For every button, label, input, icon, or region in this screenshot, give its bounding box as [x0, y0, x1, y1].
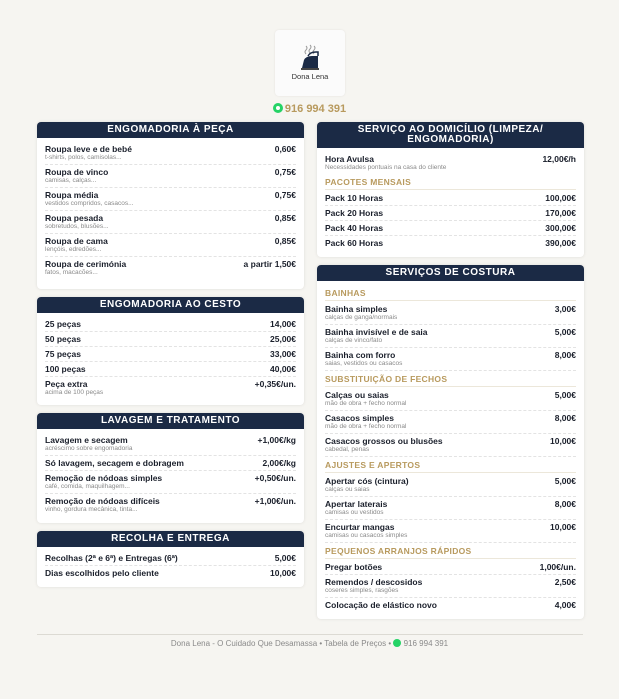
item-price: 300,00€	[545, 223, 576, 233]
group-title: PEQUENOS ARRANJOS RÁPIDOS	[325, 543, 576, 559]
price-row	[325, 575, 576, 598]
item-name: Remendos / descosidos	[325, 577, 423, 587]
price-list	[37, 547, 304, 580]
item-price: 3,00€	[554, 304, 576, 314]
price-row	[325, 411, 576, 434]
price-list	[37, 429, 304, 516]
item-name: Roupa leve e de bebé	[45, 144, 132, 154]
card-title: SERVIÇO AO DOMICÍLIO (LIMPEZA/ ENGOMADORIA)	[317, 122, 584, 148]
brand-name: Dona Lena	[291, 72, 329, 81]
price-row	[325, 236, 576, 250]
item-name: Roupa pesada	[45, 213, 104, 223]
item-price: 100,00€	[545, 193, 576, 203]
card-title: SERVIÇOS DE COSTURA	[317, 265, 584, 281]
item-price: 25,00€	[270, 334, 296, 344]
card-lavagem	[37, 413, 304, 523]
item-price: 5,00€	[554, 390, 576, 400]
brand-logo	[275, 30, 345, 96]
item-name: Bainha invisível e de saia	[325, 327, 428, 337]
item-name: Peça extra	[45, 379, 88, 389]
item-price: 390,00€	[545, 238, 576, 248]
item-price: 0,60€	[274, 144, 296, 154]
item-name: 25 peças	[45, 319, 81, 329]
item-name: Pack 20 Horas	[325, 208, 384, 218]
item-price: 4,00€	[554, 600, 576, 610]
price-row	[325, 388, 576, 411]
item-name: 100 peças	[45, 364, 86, 374]
item-desc: café, comida, maquilhagem...	[45, 483, 130, 490]
price-row	[325, 348, 576, 371]
price-row	[45, 165, 296, 188]
item-desc: sobretudos, blusões...	[45, 223, 109, 230]
item-desc: camisas ou casacos simples	[325, 532, 408, 539]
item-price: 5,00€	[274, 553, 296, 563]
item-desc: vinho, gordura mecânica, tinta...	[45, 506, 138, 513]
item-name: Roupa de vinco	[45, 167, 109, 177]
item-price: 33,00€	[270, 349, 296, 359]
price-list	[37, 138, 304, 279]
item-name: Pack 60 Horas	[325, 238, 384, 248]
item-desc: acima de 100 peças	[45, 389, 104, 396]
item-name: Remoção de nódoas simples	[45, 473, 163, 483]
phone-header[interactable]	[0, 103, 619, 115]
item-price: 5,00€	[554, 327, 576, 337]
item-name: Pack 10 Horas	[325, 193, 384, 203]
price-row	[45, 211, 296, 234]
whatsapp-icon	[273, 103, 283, 113]
price-row	[45, 234, 296, 257]
pack-list	[325, 191, 576, 250]
item-name: Roupa de cama	[45, 236, 108, 246]
item-price: 8,00€	[554, 350, 576, 360]
price-row	[325, 302, 576, 325]
card-costura	[317, 265, 584, 619]
item-name: Encurtar mangas	[325, 522, 395, 532]
item-price: 8,00€	[554, 499, 576, 509]
item-name: 75 peças	[45, 349, 81, 359]
phone-number: 916 994 391	[284, 103, 347, 115]
item-price: +1,00€/un.	[254, 496, 296, 506]
item-price: 40,00€	[270, 364, 296, 374]
item-desc: t-shirts, polos, camisolas...	[45, 154, 122, 161]
card-recolha	[37, 531, 304, 587]
item-name: Bainha simples	[325, 304, 388, 314]
item-desc: cabedal, penas	[325, 446, 370, 453]
group-title: AJUSTES E APERTOS	[325, 457, 576, 473]
price-row	[325, 520, 576, 543]
item-name: Calças ou saias	[325, 390, 389, 400]
price-row	[45, 566, 296, 580]
costura-groups	[317, 281, 584, 612]
item-price: 2,00€/kg	[262, 458, 296, 468]
item-name: Remoção de nódoas difíceis	[45, 496, 160, 506]
item-name: Colocação de elástico novo	[325, 600, 437, 610]
group-title: SUBSTITUIÇÃO DE FECHOS	[325, 371, 576, 387]
item-desc: saias, vestidos ou casacos	[325, 360, 403, 367]
price-row	[325, 191, 576, 206]
hour-list	[325, 152, 576, 174]
item-desc: lençóis, edredões...	[45, 246, 102, 253]
item-desc: coseres simples, rasgões	[325, 587, 399, 594]
price-row	[325, 206, 576, 221]
card-title: ENGOMADORIA AO CESTO	[37, 297, 304, 313]
item-name: Recolhas (2ª e 6ª) e Entregas (6ª)	[45, 553, 178, 563]
price-row	[45, 257, 296, 279]
price-row	[45, 471, 296, 494]
item-desc: fatos, macacões...	[45, 269, 98, 276]
item-price: 0,75€	[274, 190, 296, 200]
price-row	[325, 221, 576, 236]
price-row	[45, 188, 296, 211]
item-price: a partir 1,50€	[243, 259, 296, 269]
item-price: 2,50€	[554, 577, 576, 587]
card-title: LAVAGEM E TRATAMENTO	[37, 413, 304, 429]
footer-text: Dona Lena - O Cuidado Que Desamassa • Tabela de Preços •	[170, 639, 392, 648]
price-row	[45, 456, 296, 471]
price-row	[45, 362, 296, 377]
item-desc: vestidos compridos, casacos...	[45, 200, 134, 207]
item-name: Roupa média	[45, 190, 99, 200]
iron-icon	[298, 44, 322, 72]
item-name: Pregar botões	[325, 562, 383, 572]
price-row	[45, 332, 296, 347]
item-name: Dias escolhidos pelo cliente	[45, 568, 159, 578]
footer	[0, 639, 619, 648]
item-price: 8,00€	[554, 413, 576, 423]
price-row	[325, 560, 576, 575]
price-row	[325, 474, 576, 497]
item-name: Casacos simples	[325, 413, 394, 423]
price-list	[37, 313, 304, 399]
item-price: 0,85€	[274, 213, 296, 223]
subtitle-pacotes: PACOTES MENSAIS	[325, 174, 576, 190]
item-price: +0,50€/un.	[254, 473, 296, 483]
card-title: RECOLHA E ENTREGA	[37, 531, 304, 547]
footer-divider	[37, 634, 583, 635]
item-price: 10,00€	[550, 436, 576, 446]
item-desc: camisas ou vestidos	[325, 509, 384, 516]
item-name: 50 peças	[45, 334, 81, 344]
item-price: 1,00€/un.	[539, 562, 576, 572]
item-desc: calças de ganga/normais	[325, 314, 398, 321]
item-name: Bainha com forro	[325, 350, 396, 360]
item-price: 170,00€	[545, 208, 576, 218]
price-row	[45, 347, 296, 362]
price-row	[45, 494, 296, 516]
item-desc: calças de vinco/fato	[325, 337, 383, 344]
item-desc: Necessidades pontuais na casa do cliente	[325, 164, 447, 171]
item-desc: camisas, calças...	[45, 177, 97, 184]
price-row	[45, 551, 296, 566]
item-name: Pack 40 Horas	[325, 223, 384, 233]
item-price: +1,00€/kg	[257, 435, 296, 445]
whatsapp-icon	[393, 639, 401, 647]
price-row	[325, 497, 576, 520]
footer-phone: 916 994 391	[403, 639, 449, 648]
item-desc: mão de obra + fecho normal	[325, 423, 407, 430]
item-desc: mão de obra + fecho normal	[325, 400, 407, 407]
price-row	[45, 377, 296, 399]
item-price: 10,00€	[550, 522, 576, 532]
card-engomadoria-cesto	[37, 297, 304, 405]
price-row	[325, 152, 576, 174]
domicilio-list	[317, 148, 584, 250]
item-name: Lavagem e secagem	[45, 435, 128, 445]
item-desc: calças ou saias	[325, 486, 370, 493]
item-price: 0,75€	[274, 167, 296, 177]
card-title: ENGOMADORIA À PEÇA	[37, 122, 304, 138]
card-domicilio	[317, 122, 584, 257]
item-price: 10,00€	[270, 568, 296, 578]
item-name: Apertar laterais	[325, 499, 388, 509]
item-name: Apertar cós (cintura)	[325, 476, 409, 486]
item-name: Só lavagem, secagem e dobragem	[45, 458, 184, 468]
item-price: 14,00€	[270, 319, 296, 329]
item-price: 12,00€/h	[542, 154, 576, 164]
item-price: +0,35€/un.	[254, 379, 296, 389]
item-name: Hora Avulsa	[325, 154, 374, 164]
price-row	[325, 325, 576, 348]
item-name: Roupa de cerimónia	[45, 259, 127, 269]
item-price: 0,85€	[274, 236, 296, 246]
item-desc: acréscimo sobre engomadoria	[45, 445, 133, 452]
price-row	[45, 142, 296, 165]
price-row	[45, 317, 296, 332]
card-engomadoria-peca	[37, 122, 304, 289]
price-row	[325, 434, 576, 457]
item-price: 5,00€	[554, 476, 576, 486]
item-name: Casacos grossos ou blusões	[325, 436, 443, 446]
price-row	[45, 433, 296, 456]
price-row	[325, 598, 576, 612]
group-title: BAINHAS	[325, 285, 576, 301]
